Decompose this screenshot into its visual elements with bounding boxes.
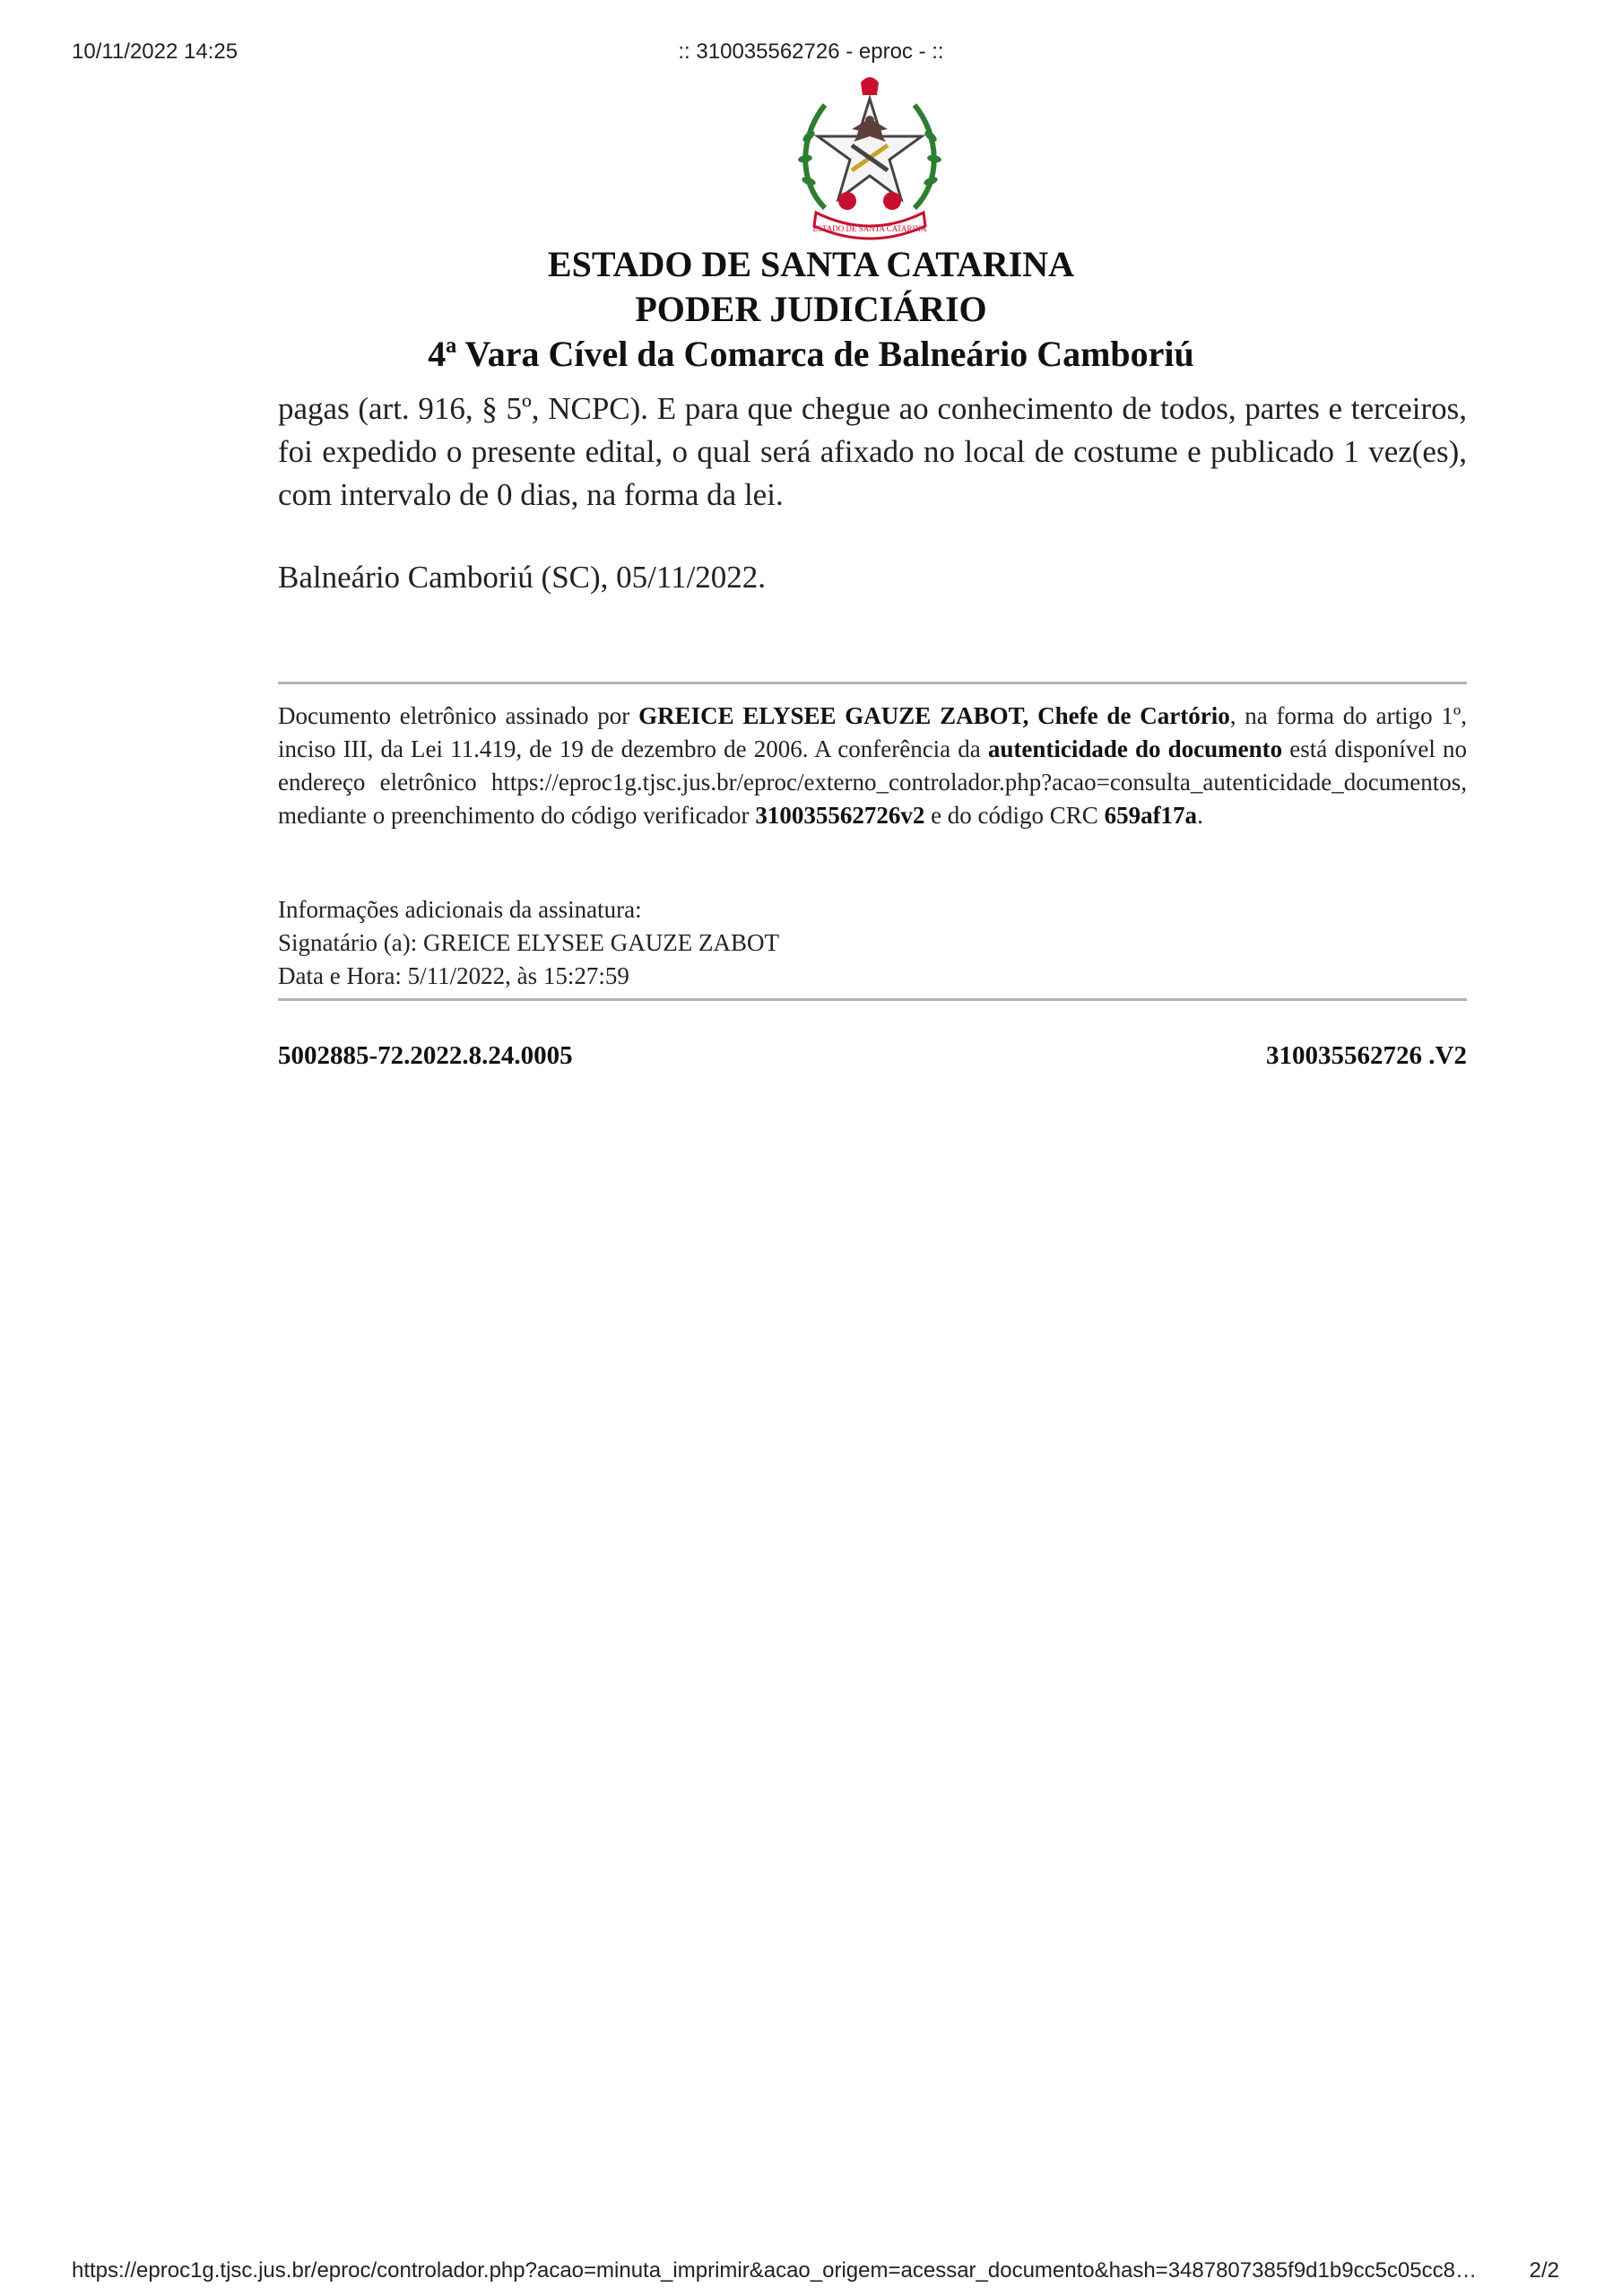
- process-number: 5002885-72.2022.8.24.0005: [278, 1041, 573, 1070]
- heading-state: ESTADO DE SANTA CATARINA: [547, 244, 1075, 284]
- place-date: Balneário Camboriú (SC), 05/11/2022.: [278, 560, 767, 595]
- signer-name: GREICE ELYSEE GAUZE ZABOT, Chefe de Cartório: [638, 702, 1230, 729]
- signature-text-1: Documento eletrônico assinado por: [278, 702, 639, 729]
- coat-of-arms-svg: [789, 74, 950, 244]
- signature-info: [278, 893, 1467, 993]
- print-datetime: 10/11/2022 14:25: [72, 39, 239, 64]
- body-paragraph: pagas (art. 916, § 5º, NCPC). E para que chegue ao conhecimento de todos, partes e terceiros, foi expedido o presente edital, o qual será afixado no local de costume e publicado 1 vez(es), com intervalo de 0 dias, na forma da lei.: [278, 391, 1467, 512]
- signature-info-signatory: Signatário (a): GREICE ELYSEE GAUZE ZABOT: [278, 929, 779, 956]
- signature-info-datetime: Data e Hora: 5/11/2022, às 15:27:59: [278, 962, 629, 989]
- divider-top: [278, 682, 1467, 684]
- print-title: :: 310035562726 - eproc - ::: [678, 39, 944, 64]
- print-url: https://eproc1g.tjsc.jus.br/eproc/controlador.php?acao=minuta_imprimir&acao_origem=acessar_documento&hash=3487807385f9d1b9cc5c05cc8…: [72, 2258, 1477, 2283]
- document-heading: [0, 242, 1622, 377]
- signature-text-5: .: [1197, 802, 1203, 829]
- signature-text-2: , na forma do artigo 1º, inciso III, da Lei 11.419, de 19 de dezembro de 2006. A conferência da: [278, 702, 1467, 762]
- signature-text-4: e do código CRC: [924, 802, 1105, 829]
- crest-ribbon-text: ESTADO DE SANTA CATARINA: [812, 224, 927, 233]
- heading-court: 4ª Vara Cível da Comarca de Balneário Camboriú: [428, 334, 1194, 374]
- signature-info-title: Informações adicionais da assinatura:: [278, 896, 642, 923]
- signature-statement: [278, 700, 1467, 832]
- signature-text-3: está disponível no endereço eletrônico https://eproc1g.tjsc.jus.br/eproc/externo_controlador.php?acao=consulta_autenticidade_documentos, mediante o preenchimento do código verificador: [278, 735, 1467, 829]
- authenticity-label: autenticidade do documento: [987, 735, 1283, 762]
- divider-bottom: [278, 998, 1467, 1001]
- coat-of-arms-icon: [789, 74, 950, 244]
- crc-code: 659af17a: [1104, 802, 1198, 829]
- page-number: 2/2: [1529, 2258, 1559, 2283]
- heading-judiciary: PODER JUDICIÁRIO: [635, 289, 987, 329]
- print-footer: [0, 2258, 1622, 2289]
- print-header: [0, 39, 1622, 70]
- verifier-code: 310035562726v2: [755, 802, 925, 829]
- document-version: 310035562726 .V2: [1266, 1041, 1467, 1070]
